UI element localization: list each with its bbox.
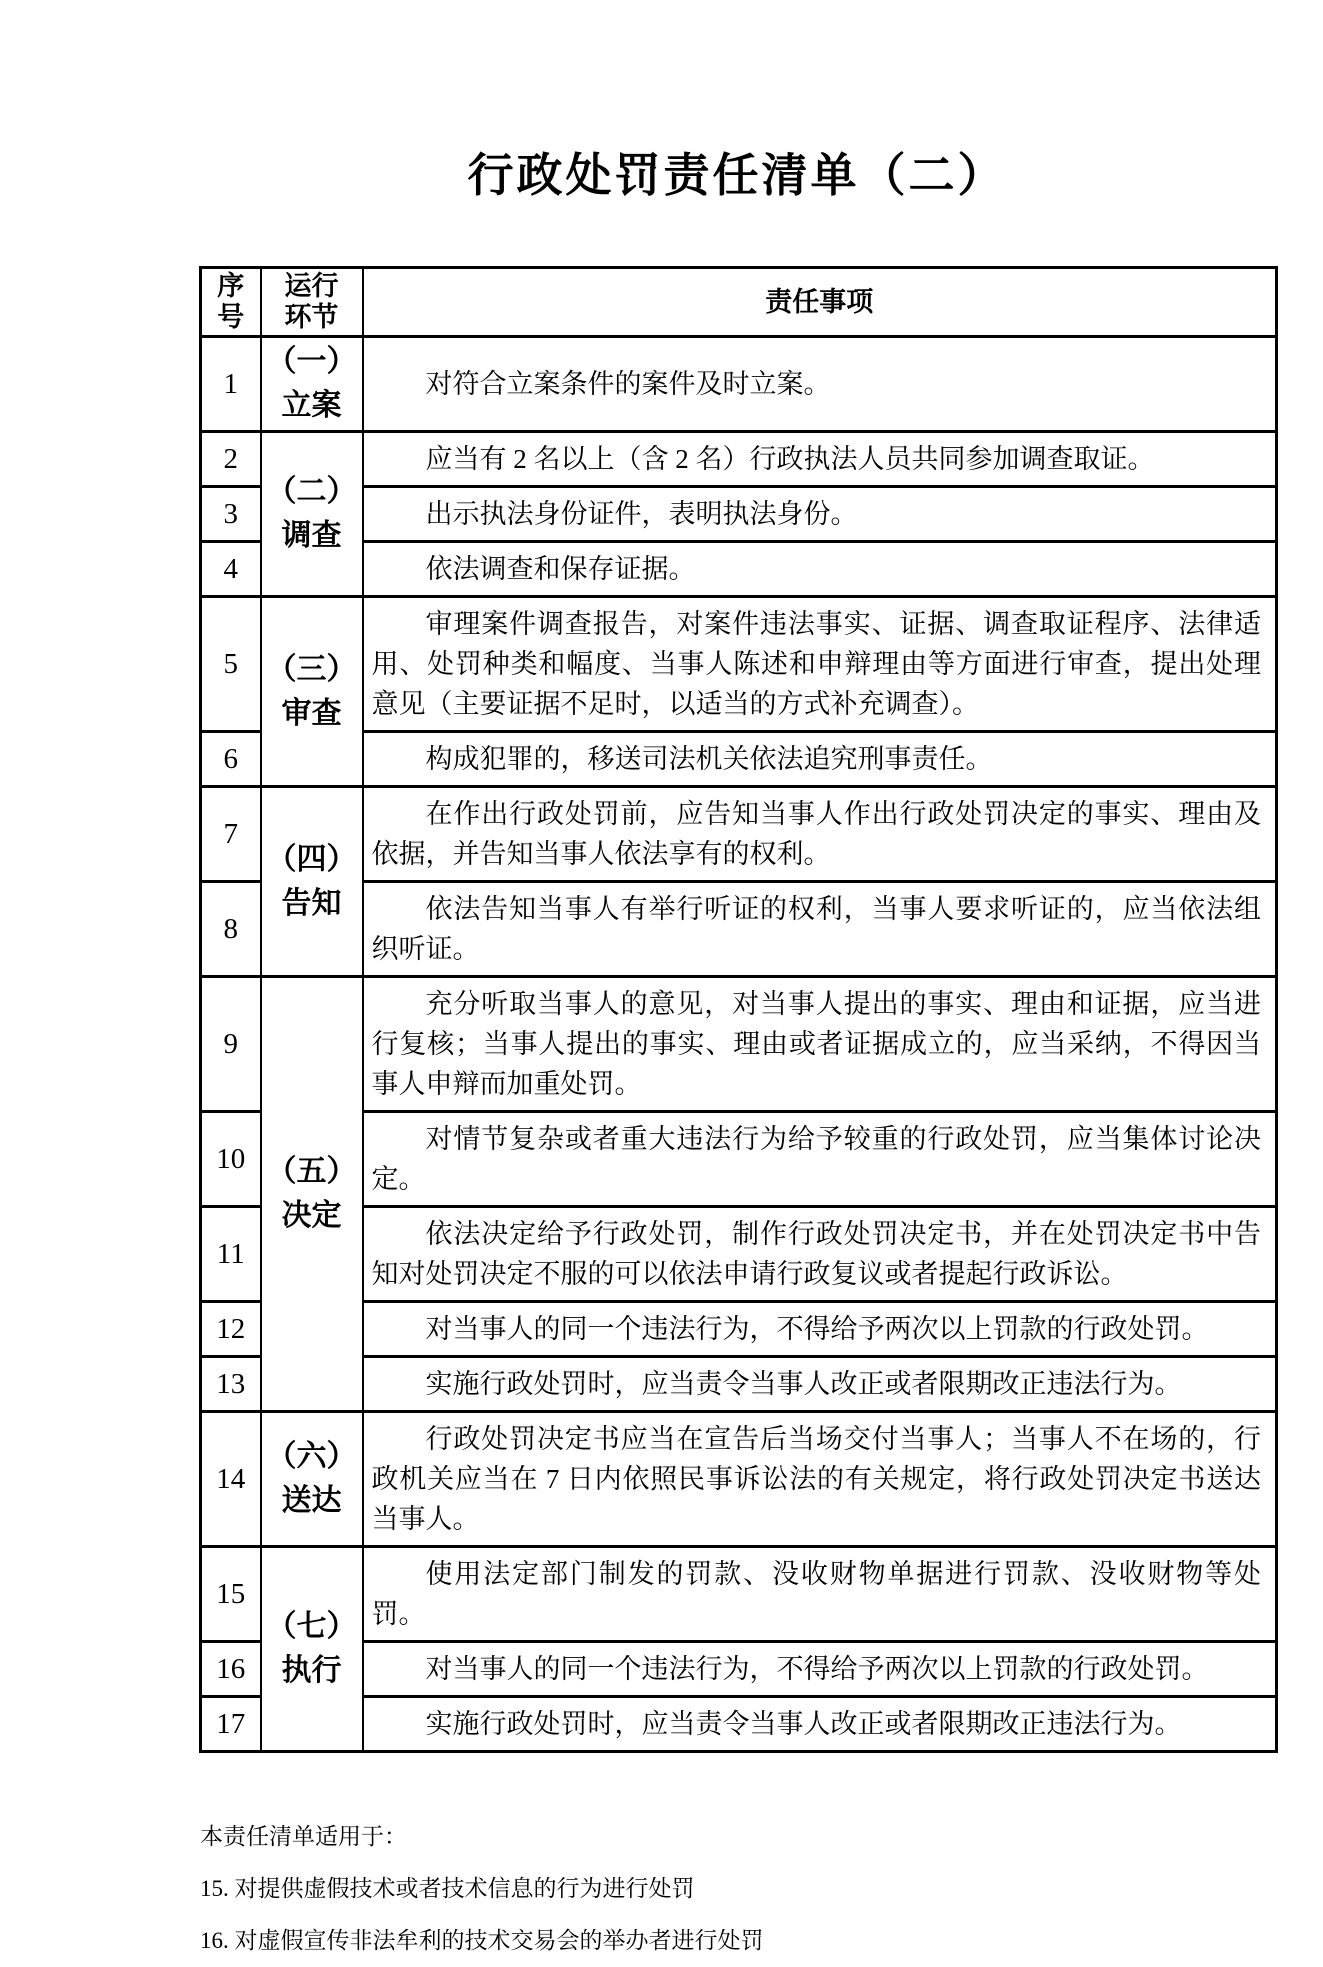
header-item: 责任事项 [363,268,1277,337]
item-text: 充分听取当事人的意见，对当事人提出的事实、理由和证据，应当进行复核；当事人提出的事实、理由或者证据成立的，应当采纳，不得因当事人申辩而加重处罚。 [371,989,1261,1099]
item-cell [363,432,1277,487]
notes-item-15: 15. 对提供虚假技术或者技术信息的行为进行处罚 [200,1876,695,1901]
table-row-4 [201,542,1277,597]
item-text: 对情节复杂或者重大违法行为给予较重的行政处罚，应当集体讨论决定。 [371,1124,1261,1194]
header-stage-line2: 环节 [284,302,339,333]
item-cell [363,787,1277,882]
stage-label-line2: 送达 [281,1484,342,1517]
stage-label-line1: （六） [266,1440,357,1473]
table-header-row [201,268,1277,337]
header-seq-line2: 号 [217,302,245,333]
seq-cell: 16 [201,1642,261,1697]
seq-cell: 15 [201,1547,261,1642]
notes-item-16: 16. 对虚假宣传非法牟利的技术交易会的举办者进行处罚 [200,1928,764,1953]
seq-cell: 17 [201,1697,261,1752]
table-row-9 [201,977,1277,1112]
item-text: 行政处罚决定书应当在宣告后当场交付当事人；当事人不在场的，行政机关应当在 7 日内依照民事诉讼法的有关规定，将行政处罚决定书送达当事人。 [371,1424,1261,1534]
table-row-17 [201,1697,1277,1752]
stage-label-line1: （三） [266,652,357,686]
header-seq [201,268,261,337]
stage-cell-jueding [261,977,363,1412]
item-cell [363,1412,1277,1547]
seq-cell: 6 [201,732,261,787]
item-text: 依法调查和保存证据。 [425,554,696,584]
item-cell [363,977,1277,1112]
stage-label-line1: （四） [266,842,357,876]
seq-cell: 9 [201,977,261,1112]
table-row-12 [201,1302,1277,1357]
stage-label-line2: 立案 [281,389,342,422]
stage-cell-songda [261,1412,363,1547]
item-cell [363,542,1277,597]
header-seq-line1: 序 [217,271,245,302]
header-stage [261,268,363,337]
stage-cell-shencha [261,597,363,787]
seq-cell: 5 [201,597,261,732]
stage-cell-diaocha [261,432,363,597]
item-cell [363,337,1277,432]
seq-cell: 4 [201,542,261,597]
stage-label-line1: （五） [266,1155,357,1188]
item-cell [363,1547,1277,1642]
stage-label-line1: （一） [266,345,357,378]
table-row-8 [201,882,1277,977]
item-cell [363,1697,1277,1752]
item-text: 出示执法身份证件，表明执法身份。 [425,499,858,529]
item-cell [363,732,1277,787]
table-row-15 [201,1547,1277,1642]
table-row-1 [201,337,1277,432]
table-row-2 [201,432,1277,487]
stage-label-line2: 执行 [281,1654,342,1687]
item-text: 实施行政处罚时，应当责令当事人改正或者限期改正违法行为。 [425,1369,1182,1399]
item-text: 对当事人的同一个违法行为，不得给予两次以上罚款的行政处罚。 [425,1314,1209,1344]
table-row-11 [201,1207,1277,1302]
seq-cell: 3 [201,487,261,542]
item-text: 对符合立案条件的案件及时立案。 [425,369,831,399]
item-text: 依法告知当事人有举行听证的权利，当事人要求听证的，应当依法组织听证。 [371,894,1261,964]
page-title: 行政处罚责任清单（二） [467,148,1007,202]
table-row-6 [201,732,1277,787]
item-text: 构成犯罪的，移送司法机关依法追究刑事责任。 [425,744,993,774]
seq-cell: 11 [201,1207,261,1302]
applicability-notes [200,1811,1276,1967]
table-row-16 [201,1642,1277,1697]
item-cell [363,1642,1277,1697]
item-text: 依法决定给予行政处罚，制作行政处罚决定书，并在处罚决定书中告知对处罚决定不服的可以依法申请行政复议或者提起行政诉讼。 [371,1219,1261,1289]
item-cell [363,1112,1277,1207]
stage-cell-zhixing [261,1547,363,1752]
item-cell [363,1207,1277,1302]
seq-cell: 1 [201,337,261,432]
seq-cell: 13 [201,1357,261,1412]
item-cell [363,882,1277,977]
seq-cell: 10 [201,1112,261,1207]
responsibility-table [199,266,1278,1753]
item-cell [363,597,1277,732]
stage-cell-lian [261,337,363,432]
item-text: 使用法定部门制发的罚款、没收财物单据进行罚款、没收财物等处罚。 [371,1559,1261,1629]
table-row-14 [201,1412,1277,1547]
notes-intro: 本责任清单适用于： [200,1824,407,1849]
header-stage-line1: 运行 [284,271,339,302]
item-cell [363,1302,1277,1357]
table-row-13 [201,1357,1277,1412]
stage-label-line2: 审查 [281,696,342,730]
item-text: 审理案件调查报告，对案件违法事实、证据、调查取证程序、法律适用、处罚种类和幅度、当事人陈述和申辩理由等方面进行审查，提出处理意见（主要证据不足时，以适当的方式补充调查）。 [371,609,1261,719]
seq-cell: 2 [201,432,261,487]
table-row-7 [201,787,1277,882]
item-cell [363,1357,1277,1412]
stage-label-line2: 决定 [281,1199,342,1232]
stage-label-line1: （七） [266,1610,357,1643]
item-text: 对当事人的同一个违法行为，不得给予两次以上罚款的行政处罚。 [425,1654,1209,1684]
table-row-10 [201,1112,1277,1207]
table-row-5 [201,597,1277,732]
seq-cell: 14 [201,1412,261,1547]
item-text: 应当有 2 名以上（含 2 名）行政执法人员共同参加调查取证。 [425,444,1155,474]
stage-label-line1: （二） [266,475,357,508]
item-text: 在作出行政处罚前，应告知当事人作出行政处罚决定的事实、理由及依据，并告知当事人依法享有的权利。 [371,799,1261,869]
seq-cell: 7 [201,787,261,882]
item-cell [363,487,1277,542]
stage-label-line2: 告知 [281,886,342,920]
item-text: 实施行政处罚时，应当责令当事人改正或者限期改正违法行为。 [425,1709,1182,1739]
seq-cell: 8 [201,882,261,977]
stage-cell-gaozhi [261,787,363,977]
stage-label-line2: 调查 [281,519,342,552]
table-row-3 [201,487,1277,542]
seq-cell: 12 [201,1302,261,1357]
